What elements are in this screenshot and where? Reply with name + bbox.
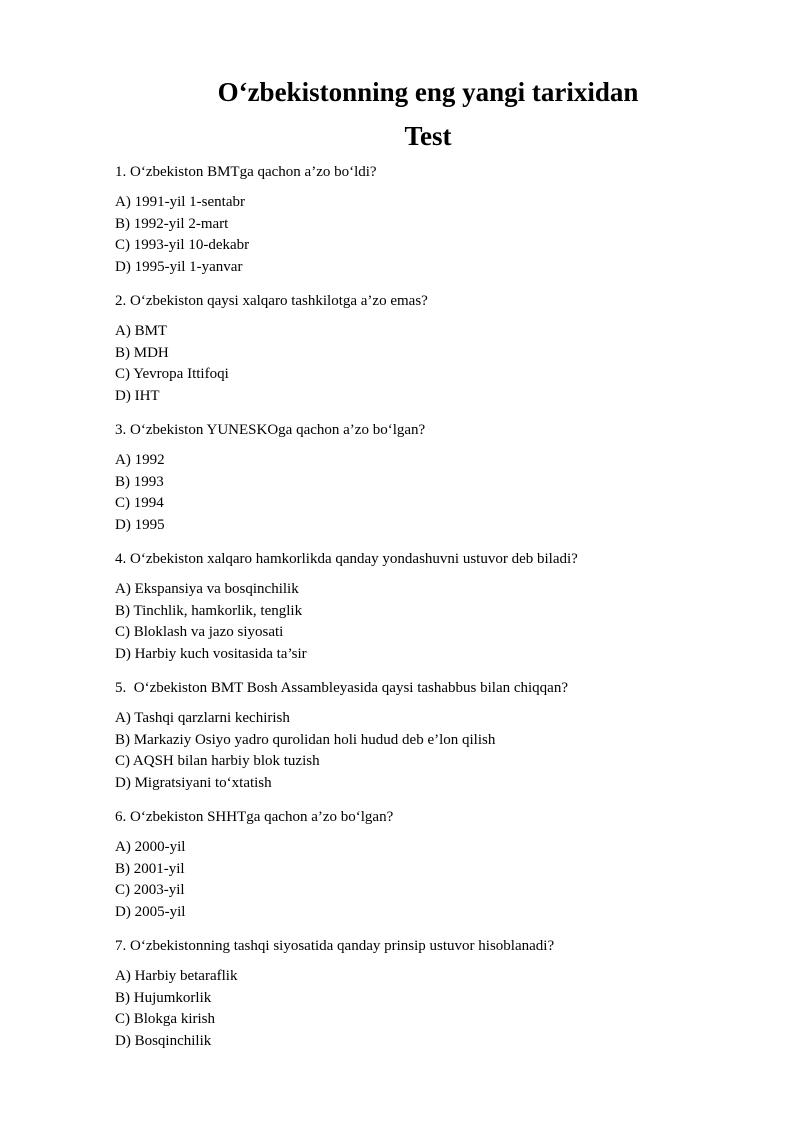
answer-option: A) 1992 [115, 452, 165, 468]
answer-option: A) Tashqi qarzlarni kechirish [115, 710, 290, 726]
question-text: 5. O‘zbekiston BMT Bosh Assambleyasida qaysi tashabbus bilan chiqqan? [115, 680, 568, 696]
answer-option: A) Harbiy betaraflik [115, 968, 238, 984]
answer-option: A) BMT [115, 323, 168, 339]
question-4 [115, 549, 755, 665]
answer-option: B) Markaziy Osiyo yadro qurolidan holi hudud deb e’lon qilish [115, 731, 496, 748]
question-text: 1. O‘zbekiston BMTga qachon a’zo bo‘ldi? [115, 164, 377, 180]
answer-option: D) 1995 [115, 516, 165, 533]
answer-options [115, 321, 755, 407]
question-text: 4. O‘zbekiston xalqaro hamkorlikda qanday yondashuvni ustuvor deb biladi? [115, 551, 578, 567]
document-subtitle: Test [404, 121, 452, 151]
answer-option: B) 2001-yil [115, 860, 185, 877]
answer-options [115, 192, 755, 278]
question-5 [115, 678, 755, 794]
question-2 [115, 291, 755, 407]
answer-option: C) Yevropa Ittifoqi [115, 366, 229, 382]
answer-option: D) Harbiy kuch vositasida ta’sir [115, 645, 307, 662]
question-text: 2. O‘zbekiston qaysi xalqaro tashkilotga a’zo emas? [115, 293, 428, 309]
answer-option: D) 2005-yil [115, 903, 186, 920]
answer-options [115, 579, 755, 665]
answer-option: C) Bloklash va jazo siyosati [115, 624, 284, 640]
answer-option: C) 1993-yil 10-dekabr [115, 237, 250, 253]
answer-option: A) Ekspansiya va bosqinchilik [115, 581, 299, 597]
answer-option: D) 1995-yil 1-yanvar [115, 258, 243, 275]
question-3 [115, 420, 755, 536]
answer-option: C) 2003-yil [115, 882, 185, 898]
answer-option: B) MDH [115, 344, 169, 361]
answer-option: B) Tinchlik, hamkorlik, tenglik [115, 602, 303, 619]
question-6 [115, 807, 755, 923]
question-text: 3. O‘zbekiston YUNESKOga qachon a’zo bo‘lgan? [115, 422, 426, 438]
document-title: O‘zbekistonning eng yangi tarixidan [217, 77, 639, 107]
answer-option: D) IHT [115, 387, 160, 404]
answer-options [115, 966, 755, 1052]
answer-option: C) AQSH bilan harbiy blok tuzish [115, 753, 320, 769]
answer-options [115, 837, 755, 923]
question-7 [115, 936, 755, 1052]
answer-option: A) 1991-yil 1-sentabr [115, 194, 245, 210]
answer-option: A) 2000-yil [115, 839, 186, 855]
question-1 [115, 162, 755, 278]
question-list [115, 162, 755, 1065]
answer-option: D) Bosqinchilik [115, 1032, 212, 1049]
answer-option: B) 1993 [115, 473, 164, 490]
answer-options [115, 708, 755, 794]
answer-option: B) 1992-yil 2-mart [115, 215, 229, 232]
answer-option: B) Hujumkorlik [115, 989, 212, 1006]
answer-option: D) Migratsiyani to‘xtatish [115, 774, 272, 791]
answer-option: C) Blokga kirish [115, 1011, 215, 1027]
answer-options [115, 450, 755, 536]
question-text: 7. O‘zbekistonning tashqi siyosatida qanday prinsip ustuvor hisoblanadi? [115, 938, 555, 954]
question-text: 6. O‘zbekiston SHHTga qachon a’zo bo‘lgan? [115, 809, 394, 825]
answer-option: C) 1994 [115, 495, 164, 511]
